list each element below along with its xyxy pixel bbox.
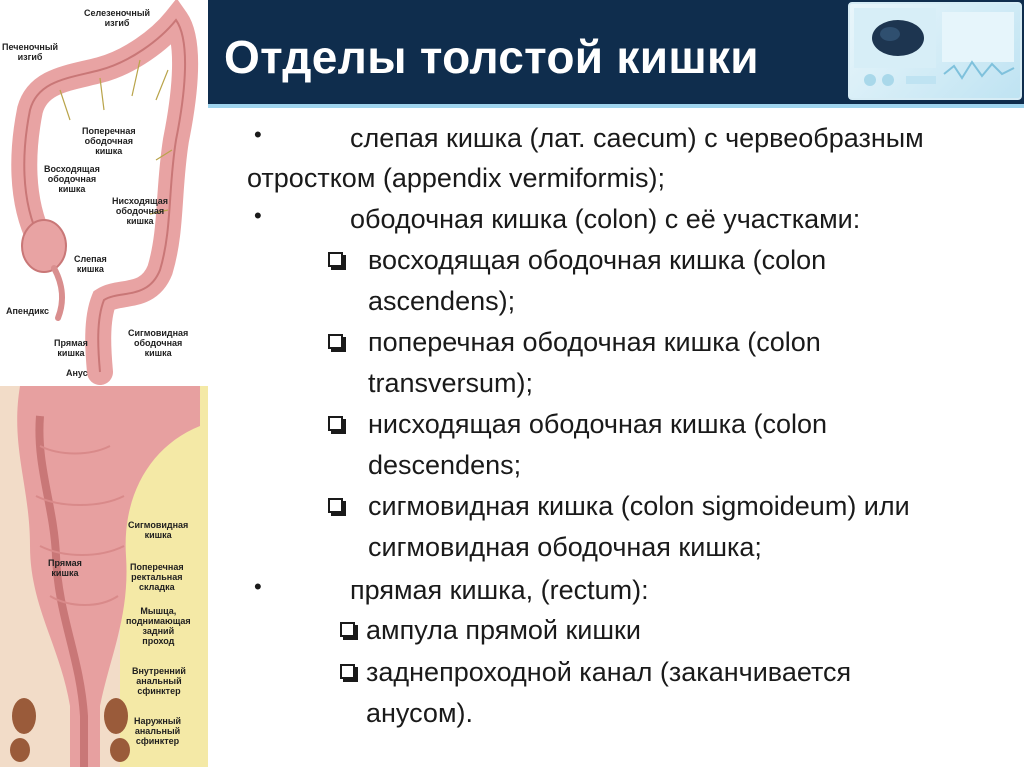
label-transverse-colon: Поперечная ободочная кишка	[82, 126, 136, 156]
checkbox-4-icon	[328, 498, 343, 513]
label-cecum: Слепая кишка	[74, 254, 107, 274]
header-accent-line	[208, 104, 1024, 108]
s3-line1: нисходящая ободочная кишка (colon	[368, 409, 828, 439]
s3-line2: descendens;	[368, 450, 522, 480]
s1-line1: восходящая ободочная кишка (colon	[368, 245, 827, 275]
s6-line1: заднепроходной канал (заканчивается	[366, 657, 852, 687]
checkbox-5-icon	[340, 622, 355, 637]
label-sigmoid-colon: Сигмовидная ободочная кишка	[128, 328, 189, 358]
colon-overview-illustration	[0, 0, 208, 386]
bullet-2-icon: •	[254, 203, 262, 228]
label-appendix: Апендикс	[6, 306, 50, 316]
s5-line1: ампула прямой кишки	[366, 615, 641, 645]
label-descending-colon: Нисходящая ободочная кишка	[112, 196, 169, 226]
bullet-1-icon: •	[254, 122, 262, 147]
slide-title: Отделы толстой кишки	[224, 31, 759, 83]
b3-line1: прямая кишка, (rectum):	[350, 575, 649, 605]
label-rectum-section: Прямая кишка	[48, 558, 82, 578]
rectum-section-illustration	[0, 386, 208, 767]
label-ascending-colon: Восходящая ободочная кишка	[44, 164, 100, 194]
checkbox-2-icon	[328, 334, 343, 349]
b1-line1: слепая кишка (лат. caecum) с червеобразным	[350, 123, 924, 153]
checkbox-3-icon	[328, 416, 343, 431]
label-sigmoid-colon-section: Сигмовидная кишка	[128, 520, 189, 540]
label-anus: Анус	[66, 368, 88, 378]
b2-line1: ободочная кишка (colon) с её участками:	[350, 204, 861, 234]
s2-line1: поперечная ободочная кишка (colon	[368, 327, 821, 357]
checkbox-6-icon	[340, 664, 355, 679]
s4-line2: сигмовидная ободочная кишка;	[368, 532, 762, 562]
label-rectal-fold: Поперечная ректальная складка	[130, 562, 184, 592]
b1-line2: отростком (appendix vermiformis);	[247, 163, 665, 193]
label-external-sphincter: Наружный анальный сфинктер	[134, 716, 182, 746]
label-hepatic-flexure: Печеночный изгиб	[2, 42, 59, 62]
checkbox-1-icon	[328, 252, 343, 267]
s1-line2: ascendens);	[368, 286, 516, 316]
s4-line1: сигмовидная кишка (colon sigmoideum) или	[368, 491, 910, 521]
label-levator-ani: Мышца, поднимающая задний проход	[126, 606, 191, 646]
brain-monitor-icon	[850, 4, 1020, 98]
label-rectum: Прямая кишка	[54, 338, 88, 358]
label-splenic-flexure: Селезеночный изгиб	[84, 8, 151, 28]
bullet-3-icon: •	[254, 574, 262, 599]
label-internal-sphincter: Внутренний анальный сфинктер	[132, 666, 186, 696]
s2-line2: transversum);	[368, 368, 534, 398]
s6-line2: анусом).	[366, 698, 473, 728]
monitor-decoration	[848, 2, 1022, 100]
